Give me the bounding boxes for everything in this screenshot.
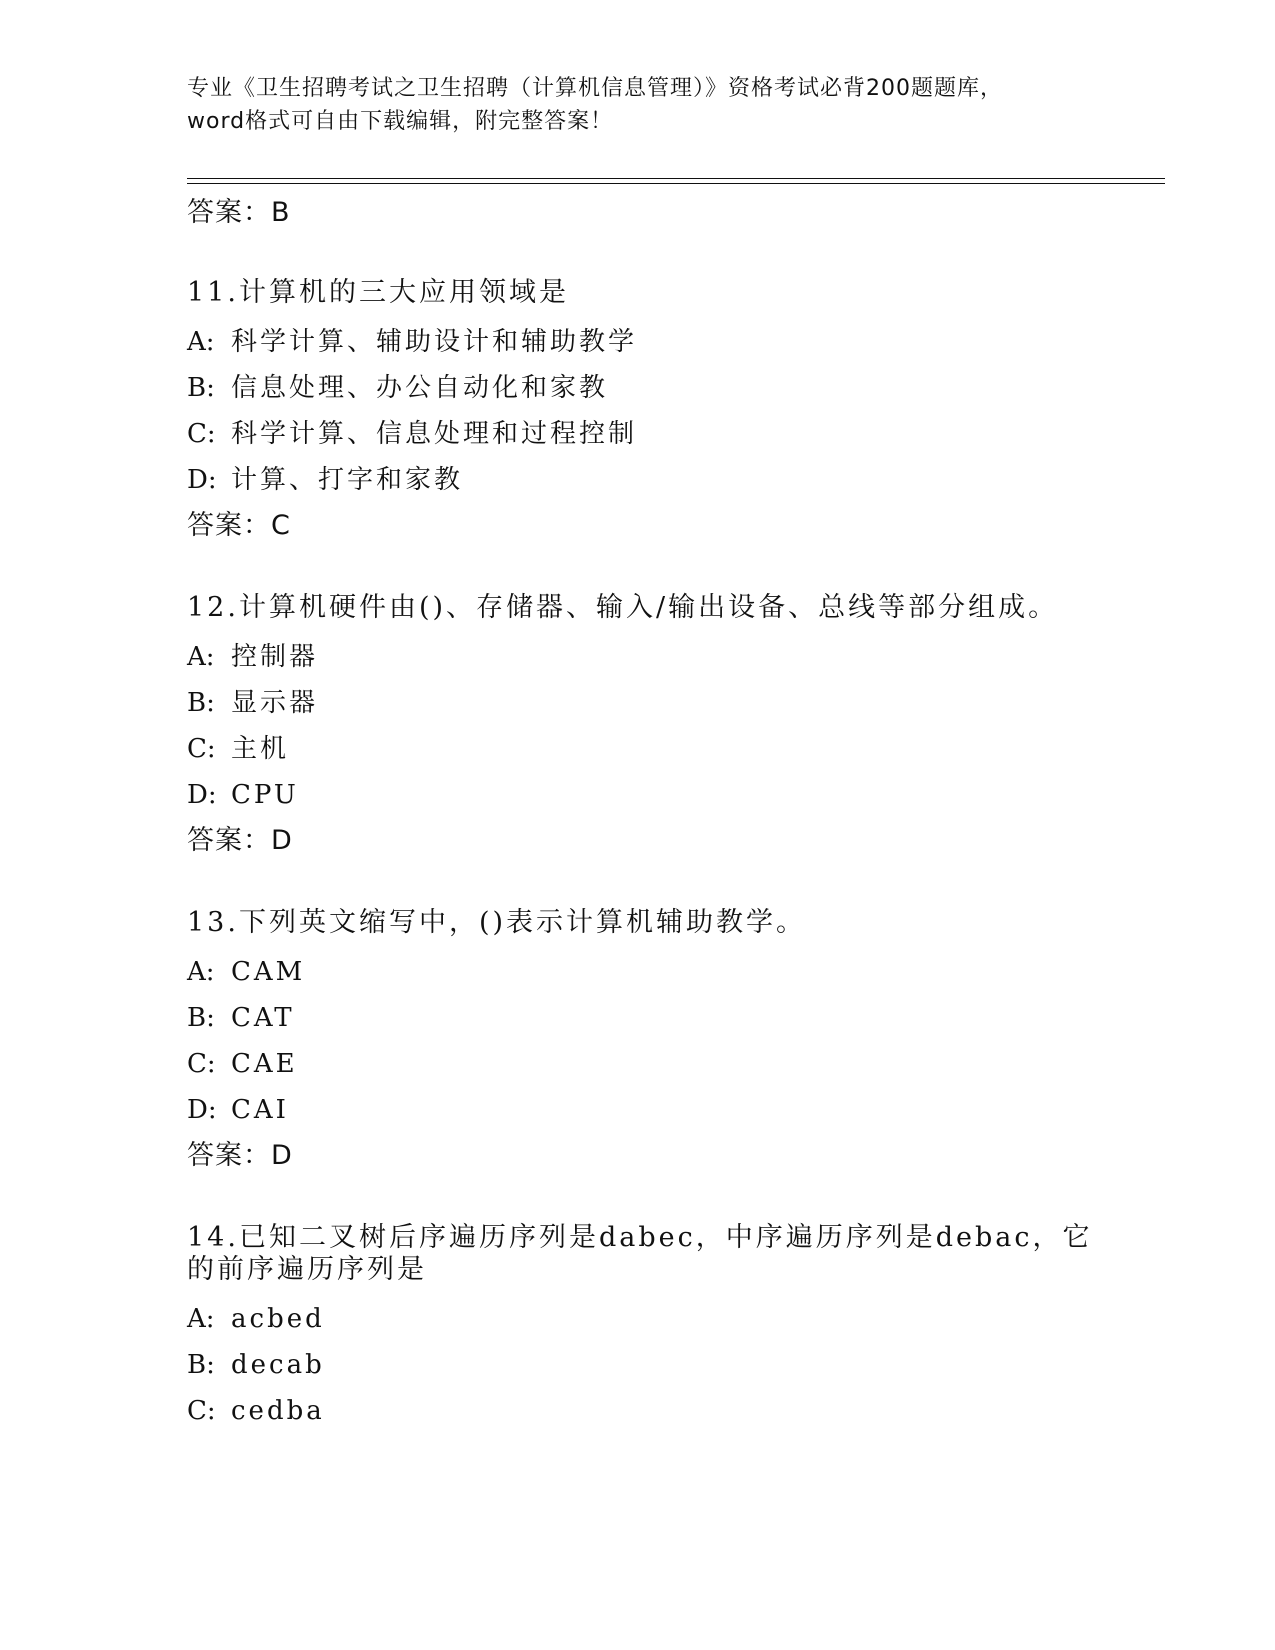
- option-text: CAT: [231, 1003, 295, 1033]
- option-text: acbed: [231, 1304, 325, 1334]
- option-letter: D:: [187, 465, 217, 495]
- answer-label: 答案：D: [187, 1140, 293, 1171]
- option-text: CPU: [231, 780, 299, 810]
- option-a: [187, 634, 1117, 680]
- option-letter: B:: [187, 1003, 215, 1033]
- option-text: cedba: [231, 1396, 325, 1426]
- option-a: [187, 319, 1117, 365]
- option-d: [187, 772, 1117, 818]
- question-text: 11.计算机的三大应用领域是: [187, 277, 569, 308]
- option-b: [187, 680, 1117, 726]
- document-header: [187, 72, 1087, 138]
- option-d: [187, 1087, 1117, 1133]
- option-text: 科学计算、辅助设计和辅助教学: [231, 327, 638, 357]
- option-text: 信息处理、办公自动化和家教: [231, 373, 609, 403]
- header-line-2: word格式可自由下载编辑，附完整答案！: [187, 109, 614, 134]
- question-text: 14.已知二叉树后序遍历序列是dabec，中序遍历序列是debac，它的前序遍历序列是: [187, 1222, 1093, 1285]
- header-line-1: 专业《卫生招聘考试之卫生招聘（计算机信息管理）》资格考试必背200题题库，: [187, 76, 1003, 101]
- option-letter: A:: [187, 327, 215, 357]
- option-letter: A:: [187, 1304, 215, 1334]
- option-letter: A:: [187, 957, 215, 987]
- option-c: [187, 411, 1117, 457]
- option-text: 计算、打字和家教: [231, 465, 464, 495]
- option-b: [187, 365, 1117, 411]
- option-text: 主机: [231, 734, 290, 764]
- option-c: [187, 1388, 1117, 1434]
- option-text: decab: [231, 1350, 325, 1380]
- option-letter: C:: [187, 419, 216, 449]
- option-text: 控制器: [231, 642, 319, 672]
- question-text: 12.计算机硬件由()、存储器、输入/输出设备、总线等部分组成。: [187, 592, 1059, 623]
- option-c: [187, 1041, 1117, 1087]
- option-letter: C:: [187, 1049, 216, 1079]
- option-text: 科学计算、信息处理和过程控制: [231, 419, 638, 449]
- option-letter: C:: [187, 1396, 216, 1426]
- option-b: [187, 995, 1117, 1041]
- option-c: [187, 726, 1117, 772]
- option-letter: B:: [187, 373, 215, 403]
- option-a: [187, 1296, 1117, 1342]
- option-text: CAM: [231, 957, 306, 987]
- answer-label: 答案：D: [187, 825, 293, 856]
- question-list: [187, 190, 1117, 1434]
- option-letter: A:: [187, 642, 215, 672]
- header-divider-bottom: [187, 183, 1165, 184]
- option-text: CAE: [231, 1049, 298, 1079]
- question-11: [187, 276, 1117, 549]
- question-13: [187, 906, 1117, 1179]
- option-a: [187, 949, 1117, 995]
- previous-answer: 答案：B: [187, 197, 291, 228]
- option-b: [187, 1342, 1117, 1388]
- option-letter: B:: [187, 688, 215, 718]
- option-letter: B:: [187, 1350, 215, 1380]
- question-14: [187, 1221, 1117, 1434]
- option-text: CAI: [231, 1095, 289, 1125]
- option-letter: D:: [187, 1095, 217, 1125]
- answer-label: 答案：C: [187, 510, 291, 541]
- option-letter: C:: [187, 734, 216, 764]
- question-12: [187, 591, 1117, 864]
- option-text: 显示器: [231, 688, 319, 718]
- question-text: 13.下列英文缩写中，()表示计算机辅助教学。: [187, 907, 807, 938]
- option-d: [187, 457, 1117, 503]
- header-divider-top: [187, 178, 1165, 179]
- option-letter: D:: [187, 780, 217, 810]
